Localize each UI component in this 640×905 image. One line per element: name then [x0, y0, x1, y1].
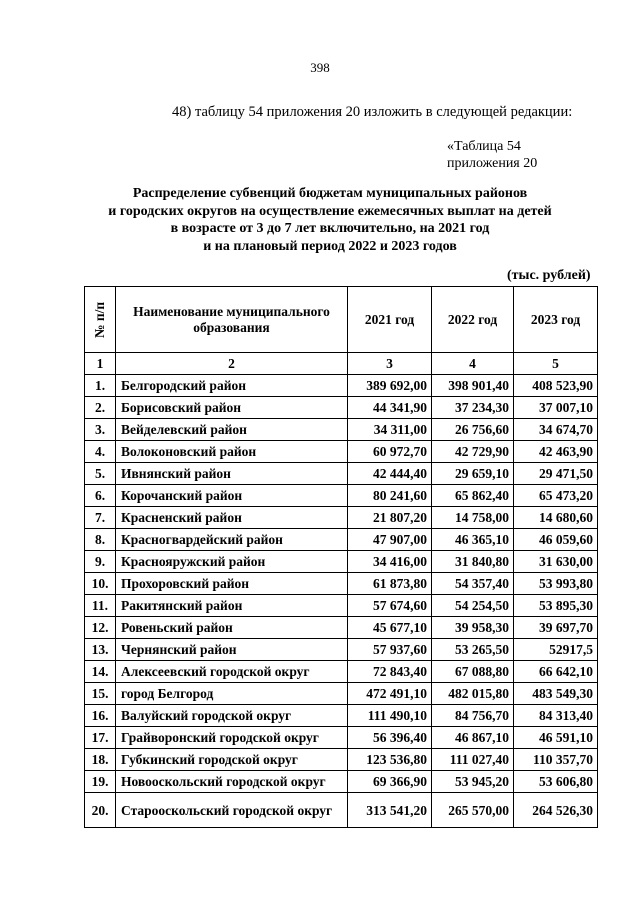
value-2022: 46 867,10: [432, 727, 514, 749]
value-2022: 39 958,30: [432, 617, 514, 639]
table-row: [85, 529, 598, 551]
value-2021: 60 972,70: [348, 441, 432, 463]
row-number: 19.: [85, 771, 116, 793]
value-2022: 53 265,50: [432, 639, 514, 661]
value-2021: 34 416,00: [348, 551, 432, 573]
heading-line2: и городских округов на осуществление ежемесячных выплат на детей: [108, 203, 552, 219]
row-number: 8.: [85, 529, 116, 551]
value-2023: 39 697,70: [514, 617, 598, 639]
value-2021: 44 341,90: [348, 397, 432, 419]
municipality-name: Волоконовский район: [116, 441, 348, 463]
value-2023: 483 549,30: [514, 683, 598, 705]
value-2023: 42 463,90: [514, 441, 598, 463]
value-2021: 123 536,80: [348, 749, 432, 771]
row-number: 11.: [85, 595, 116, 617]
row-number: 6.: [85, 485, 116, 507]
row-number: 9.: [85, 551, 116, 573]
table-row: [85, 551, 598, 573]
table-row: [85, 485, 598, 507]
row-number: 7.: [85, 507, 116, 529]
row-number: 4.: [85, 441, 116, 463]
value-2022: 29 659,10: [432, 463, 514, 485]
value-2022: 111 027,40: [432, 749, 514, 771]
municipality-name: Прохоровский район: [116, 573, 348, 595]
value-2023: 84 313,40: [514, 705, 598, 727]
table-label-line2: приложения 20: [447, 156, 538, 171]
value-2021: 389 692,00: [348, 375, 432, 397]
column-index: 2: [116, 353, 348, 375]
column-index-row: [85, 353, 598, 375]
value-2022: 398 901,40: [432, 375, 514, 397]
value-2022: 265 570,00: [432, 793, 514, 828]
table-row: [85, 463, 598, 485]
municipality-name: Ивнянский район: [116, 463, 348, 485]
table-row: [85, 617, 598, 639]
row-number: 10.: [85, 573, 116, 595]
header-name: Наименование муниципального образования: [116, 287, 348, 353]
value-2021: 80 241,60: [348, 485, 432, 507]
value-2021: 472 491,10: [348, 683, 432, 705]
table-row: [85, 573, 598, 595]
table-row: [85, 441, 598, 463]
value-2022: 37 234,30: [432, 397, 514, 419]
value-2023: 264 526,30: [514, 793, 598, 828]
row-number: 18.: [85, 749, 116, 771]
table-label: [447, 138, 537, 172]
row-number: 1.: [85, 375, 116, 397]
heading-line4: и на плановый период 2022 и 2023 годов: [203, 238, 457, 254]
heading-line3: в возрасте от 3 до 7 лет включительно, на 2021 год: [170, 221, 490, 236]
table-row: [85, 595, 598, 617]
row-number: 16.: [85, 705, 116, 727]
municipality-name: Алексеевский городской округ: [116, 661, 348, 683]
value-2023: 29 471,50: [514, 463, 598, 485]
value-2021: 57 937,60: [348, 639, 432, 661]
value-2023: 408 523,90: [514, 375, 598, 397]
value-2023: 34 674,70: [514, 419, 598, 441]
value-2023: 14 680,60: [514, 507, 598, 529]
table-body: [85, 375, 598, 828]
header-number-label: № п/п: [92, 301, 107, 338]
value-2023: 46 591,10: [514, 727, 598, 749]
header-number: [85, 287, 116, 353]
municipality-name: Новооскольский городской округ: [116, 771, 348, 793]
value-2021: 61 873,80: [348, 573, 432, 595]
value-2022: 54 254,50: [432, 595, 514, 617]
row-number: 15.: [85, 683, 116, 705]
value-2021: 111 490,10: [348, 705, 432, 727]
municipality-name: Ракитянский район: [116, 595, 348, 617]
table-row: [85, 397, 598, 419]
table-row: [85, 793, 598, 828]
value-2023: 46 059,60: [514, 529, 598, 551]
value-2023: 53 993,80: [514, 573, 598, 595]
column-index: 1: [85, 353, 116, 375]
municipality-name: Вейделевский район: [116, 419, 348, 441]
municipality-name: Красногвардейский район: [116, 529, 348, 551]
municipality-name: Грайворонский городской округ: [116, 727, 348, 749]
municipality-name: Белгородский район: [116, 375, 348, 397]
value-2022: 42 729,90: [432, 441, 514, 463]
value-2022: 14 758,00: [432, 507, 514, 529]
municipality-name: Краснояружский район: [116, 551, 348, 573]
table-row: [85, 727, 598, 749]
table-row: [85, 771, 598, 793]
units-note: (тыс. рублей): [507, 268, 591, 283]
heading-line1: Распределение субвенций бюджетам муниципальных районов: [132, 186, 528, 201]
value-2021: 69 366,90: [348, 771, 432, 793]
row-number: 20.: [85, 793, 116, 828]
municipality-name: Валуйский городской округ: [116, 705, 348, 727]
value-2021: 42 444,40: [348, 463, 432, 485]
value-2023: 53 895,30: [514, 595, 598, 617]
column-index: 4: [432, 353, 514, 375]
header-2022: 2022 год: [432, 287, 514, 353]
municipality-name: Корочанский район: [116, 485, 348, 507]
municipality-name: Борисовский район: [116, 397, 348, 419]
value-2023: 31 630,00: [514, 551, 598, 573]
value-2021: 47 907,00: [348, 529, 432, 551]
value-2021: 313 541,20: [348, 793, 432, 828]
municipality-name: Губкинский городской округ: [116, 749, 348, 771]
value-2022: 67 088,80: [432, 661, 514, 683]
row-number: 17.: [85, 727, 116, 749]
value-2022: 26 756,60: [432, 419, 514, 441]
municipality-name: Красненский район: [116, 507, 348, 529]
municipality-name: город Белгород: [116, 683, 348, 705]
header-2021: 2021 год: [348, 287, 432, 353]
table-label-line1: «Таблица 54: [447, 139, 521, 154]
value-2022: 65 862,40: [432, 485, 514, 507]
value-2022: 31 840,80: [432, 551, 514, 573]
header-2023: 2023 год: [514, 287, 598, 353]
value-2021: 34 311,00: [348, 419, 432, 441]
amendment-instruction: 48) таблицу 54 приложения 20 изложить в следующей редакции:: [172, 104, 573, 120]
table-header-row: [85, 287, 598, 353]
row-number: 12.: [85, 617, 116, 639]
municipality-name: Чернянский район: [116, 639, 348, 661]
value-2022: 46 365,10: [432, 529, 514, 551]
page-number: 398: [310, 60, 330, 75]
table-row: [85, 375, 598, 397]
table-row: [85, 639, 598, 661]
table-row: [85, 661, 598, 683]
table-row: [85, 749, 598, 771]
value-2023: 52917,5: [514, 639, 598, 661]
column-index: 3: [348, 353, 432, 375]
value-2022: 54 357,40: [432, 573, 514, 595]
value-2022: 84 756,70: [432, 705, 514, 727]
column-index: 5: [514, 353, 598, 375]
value-2023: 65 473,20: [514, 485, 598, 507]
row-number: 3.: [85, 419, 116, 441]
value-2023: 37 007,10: [514, 397, 598, 419]
table-heading: [80, 185, 580, 255]
row-number: 14.: [85, 661, 116, 683]
table-row: [85, 419, 598, 441]
row-number: 13.: [85, 639, 116, 661]
value-2021: 45 677,10: [348, 617, 432, 639]
row-number: 2.: [85, 397, 116, 419]
municipality-name: Старооскольский городской округ: [116, 793, 348, 828]
table-row: [85, 683, 598, 705]
row-number: 5.: [85, 463, 116, 485]
municipality-name: Ровеньский район: [116, 617, 348, 639]
value-2021: 57 674,60: [348, 595, 432, 617]
value-2022: 482 015,80: [432, 683, 514, 705]
value-2021: 72 843,40: [348, 661, 432, 683]
value-2021: 56 396,40: [348, 727, 432, 749]
value-2023: 66 642,10: [514, 661, 598, 683]
value-2023: 110 357,70: [514, 749, 598, 771]
table-row: [85, 705, 598, 727]
value-2021: 21 807,20: [348, 507, 432, 529]
value-2022: 53 945,20: [432, 771, 514, 793]
value-2023: 53 606,80: [514, 771, 598, 793]
subvention-table: [84, 286, 598, 828]
table-row: [85, 507, 598, 529]
